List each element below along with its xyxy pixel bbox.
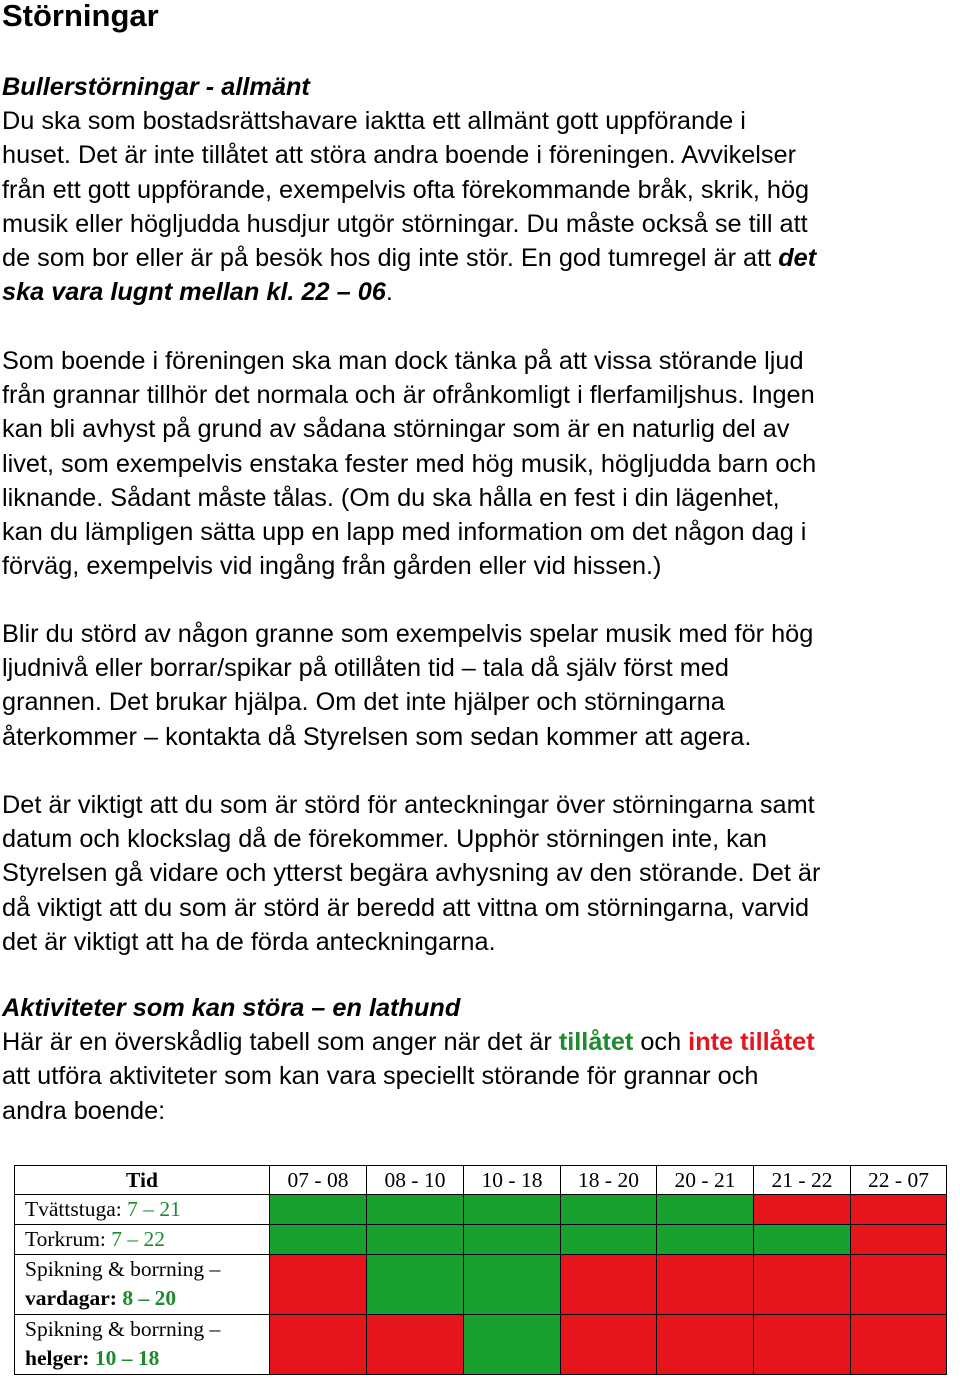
paragraph-line: det är viktigt att ha de förda anteckningarna. xyxy=(2,927,496,956)
status-cell-allowed xyxy=(464,1255,561,1315)
status-cell-allowed xyxy=(270,1225,367,1255)
period-header: 18 - 20 xyxy=(561,1166,657,1195)
text-run: och xyxy=(633,1028,689,1057)
table-row xyxy=(15,1195,947,1225)
table-row xyxy=(15,1255,947,1315)
paragraph-line: grannen. Det brukar hjälpa. Om det inte hjälper och störningarna xyxy=(2,688,725,717)
status-cell-not-allowed xyxy=(754,1195,851,1225)
activity-name: Tvättstuga: xyxy=(25,1197,128,1221)
paragraph-line: Som boende i föreningen ska man dock tänka på att vissa störande ljud xyxy=(2,347,804,375)
paragraph-line: livet, som exempelvis enstaka fester med hög musik, högljudda barn och xyxy=(2,449,817,478)
section-heading: Bullerstörningar - allmänt xyxy=(2,73,310,101)
activity-label xyxy=(15,1315,270,1375)
status-cell-allowed xyxy=(754,1225,851,1255)
period-header: 22 - 07 xyxy=(851,1166,947,1195)
table-row xyxy=(15,1315,947,1375)
paragraph-4 xyxy=(2,788,958,959)
activity-label xyxy=(15,1195,270,1225)
paragraph-line xyxy=(2,1025,958,1059)
paragraph-line: från grannar tillhör det normala och är ofrånkomligt i flerfamiljshus. Ingen xyxy=(2,381,815,410)
status-cell-allowed xyxy=(657,1225,754,1255)
activity-day-type: vardagar: xyxy=(25,1286,123,1310)
schedule-table xyxy=(14,1165,947,1375)
activity-name: Torkrum: xyxy=(25,1227,112,1251)
status-cell-allowed xyxy=(464,1225,561,1255)
period-header: 07 - 08 xyxy=(270,1166,367,1195)
table-header-row xyxy=(15,1166,947,1195)
paragraph-line: Du ska som bostadsrättshavare iaktta ett allmänt gott uppförande i xyxy=(2,107,746,136)
activity-name: Spikning & borrning – xyxy=(25,1317,221,1341)
status-cell-not-allowed xyxy=(270,1315,367,1375)
status-cell-not-allowed xyxy=(851,1255,947,1315)
paragraph-line: Blir du störd av någon granne som exempelvis spelar musik med för hög xyxy=(2,620,814,648)
status-cell-not-allowed xyxy=(561,1255,657,1315)
paragraph-line: kan du lämpligen sätta upp en lapp med information om det någon dag i xyxy=(2,518,807,547)
not-allowed-label: inte tillåtet xyxy=(688,1028,815,1057)
paragraph-line: Det är viktigt att du som är störd för anteckningar över störningarna samt xyxy=(2,791,815,819)
status-cell-not-allowed xyxy=(657,1255,754,1315)
emphasis-text: det xyxy=(778,244,817,273)
paragraph-line: ljudnivå eller borrar/spikar på otillåten tid – tala då själv först med xyxy=(2,654,729,683)
activity-label xyxy=(15,1225,270,1255)
paragraph-line: Styrelsen gå vidare och ytterst begära avhysning av den störande. Det är xyxy=(2,859,821,888)
status-cell-allowed xyxy=(367,1195,464,1225)
quiet-hours-text: ska vara lugnt mellan kl. 22 – 06 xyxy=(2,278,386,307)
status-cell-allowed xyxy=(657,1195,754,1225)
period-header: 20 - 21 xyxy=(657,1166,754,1195)
table-corner-header: Tid xyxy=(15,1166,270,1195)
section-1 xyxy=(2,70,958,309)
paragraph-line: förväg, exempelvis vid ingång från gården eller vid hissen.) xyxy=(2,552,662,581)
text-run: En god tumregel är att xyxy=(520,244,779,273)
paragraph-line: att utföra aktiviteter som kan vara speciellt störande för grannar och xyxy=(2,1062,759,1091)
status-cell-allowed xyxy=(367,1255,464,1315)
activity-day-type: helger: xyxy=(25,1346,95,1370)
allowed-hours: 7 – 22 xyxy=(111,1227,166,1251)
paragraph-line: andra boende: xyxy=(2,1096,166,1125)
paragraph-line: återkommer – kontakta då Styrelsen som sedan kommer att agera. xyxy=(2,722,752,751)
activity-label xyxy=(15,1255,270,1315)
status-cell-not-allowed xyxy=(367,1315,464,1375)
text-run: . xyxy=(385,278,393,307)
section-heading: Aktiviteter som kan störa – en lathund xyxy=(2,994,461,1022)
paragraph-line xyxy=(2,241,958,275)
status-cell-not-allowed xyxy=(851,1225,947,1255)
activity-name: Spikning & borrning – xyxy=(25,1257,221,1281)
text-run: de som bor eller är på besök hos dig inte stör. xyxy=(2,244,514,273)
allowed-hours: 8 – 20 xyxy=(122,1286,177,1310)
section-2 xyxy=(2,991,958,1128)
text-run: Här är en överskådlig tabell som anger när det är xyxy=(2,1028,559,1057)
status-cell-not-allowed xyxy=(754,1315,851,1375)
status-cell-not-allowed xyxy=(851,1315,947,1375)
page-title: Störningar xyxy=(2,0,159,33)
paragraph-line: huset. Det är inte tillåtet att störa andra boende i föreningen. Avvikelser xyxy=(2,141,797,170)
period-header: 08 - 10 xyxy=(367,1166,464,1195)
status-cell-allowed xyxy=(464,1315,561,1375)
status-cell-allowed xyxy=(561,1195,657,1225)
paragraph-line: då viktigt att du som är störd är beredd att vittna om störningarna, varvid xyxy=(2,893,810,922)
allowed-hours: 10 – 18 xyxy=(94,1346,160,1370)
paragraph-line: från ett gott uppförande, exempelvis ofta förekommande bråk, skrik, hög xyxy=(2,175,810,204)
allowed-hours: 7 – 21 xyxy=(127,1197,181,1221)
paragraph-3 xyxy=(2,617,958,754)
period-header: 10 - 18 xyxy=(464,1166,561,1195)
paragraph-line: datum och klockslag då de förekommer. Upphör störningen inte, kan xyxy=(2,825,767,854)
status-cell-not-allowed xyxy=(754,1255,851,1315)
status-cell-not-allowed xyxy=(657,1315,754,1375)
status-cell-not-allowed xyxy=(561,1315,657,1375)
status-cell-allowed xyxy=(464,1195,561,1225)
allowed-label: tillåtet xyxy=(558,1028,634,1057)
paragraph-line: kan bli avhyst på grund av sådana störningar som är en naturlig del av xyxy=(2,415,790,444)
status-cell-not-allowed xyxy=(270,1255,367,1315)
status-cell-allowed xyxy=(367,1225,464,1255)
status-cell-allowed xyxy=(270,1195,367,1225)
status-cell-not-allowed xyxy=(851,1195,947,1225)
paragraph-line: musik eller högljudda husdjur utgör störningar. Du måste också se till att xyxy=(2,209,808,238)
paragraph-line xyxy=(2,275,958,309)
paragraph-line: liknande. Sådant måste tålas. (Om du ska hålla en fest i din lägenhet, xyxy=(2,483,780,512)
paragraph-2 xyxy=(2,344,958,583)
table-row xyxy=(15,1225,947,1255)
status-cell-allowed xyxy=(561,1225,657,1255)
period-header: 21 - 22 xyxy=(754,1166,851,1195)
